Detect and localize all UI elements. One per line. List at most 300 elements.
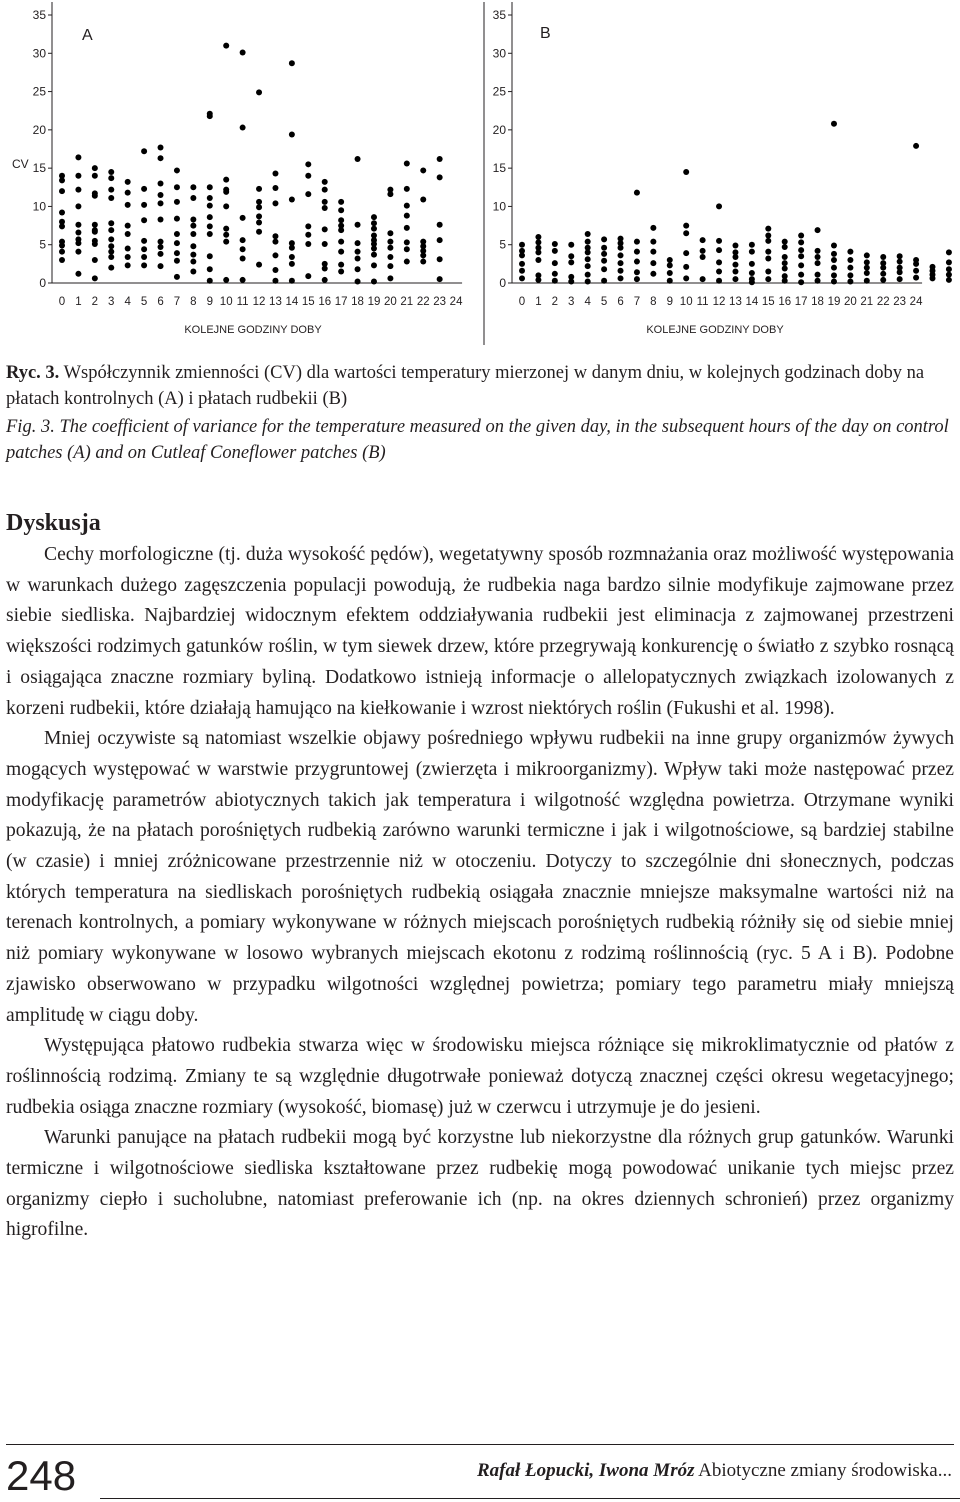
data-point [371,226,377,232]
data-point [158,180,164,186]
data-point [355,266,361,272]
data-point [92,229,98,235]
data-point [782,278,788,284]
data-point [272,252,278,258]
data-point [798,247,804,253]
data-point [272,239,278,245]
data-point [305,232,311,238]
data-point [158,192,164,198]
data-point [207,266,213,272]
data-point [568,253,574,259]
x-tick-label: 10 [219,296,233,308]
data-point [798,233,804,239]
data-point [92,193,98,199]
running-footer [477,1460,952,1482]
data-point [305,241,311,247]
data-point [847,249,853,255]
data-point [158,200,164,206]
footer-authors: Rafał Łopucki, Iwona Mróz [477,1460,695,1481]
data-point [207,253,213,259]
data-point [749,261,755,267]
data-point [716,259,722,265]
data-point [125,246,131,252]
data-point [158,155,164,161]
data-point [355,249,361,255]
data-point [174,240,180,246]
x-tick-label: 10 [679,296,693,308]
data-point [585,239,591,245]
y-tick-label: 35 [32,8,46,22]
data-point [338,249,344,255]
x-tick-label: 9 [206,296,213,308]
data-point [158,239,164,245]
footer-rule-top [6,1444,954,1445]
data-point [240,237,246,243]
x-tick-label: 11 [696,296,709,308]
data-point [634,239,640,245]
data-point [585,263,591,269]
y-tick-label: 30 [32,46,46,61]
data-point [174,184,180,190]
data-point [601,251,607,257]
data-point [240,50,246,56]
data-point [108,169,114,175]
data-point [732,276,738,282]
data-point [897,269,903,275]
data-point [256,186,262,192]
x-tick-label: 14 [745,296,759,308]
data-point [272,200,278,206]
data-point [552,278,558,284]
data-point [174,231,180,237]
data-point [190,243,196,249]
data-point [880,254,886,260]
data-point [913,275,919,281]
data-point [404,239,410,245]
data-point [535,277,541,283]
data-point [174,216,180,222]
data-point [108,249,114,255]
data-point [207,203,213,209]
data-point [256,220,262,226]
x-tick-label: 21 [400,296,414,308]
data-point [338,199,344,205]
data-point [223,43,229,49]
x-tick-label: 1 [75,296,82,308]
x-tick-label: 0 [58,296,66,308]
x-tick-label: 8 [650,296,657,308]
data-point [683,223,689,229]
x-tick-label: 18 [811,296,824,308]
data-point [371,262,377,268]
x-tick-label: 13 [269,296,282,308]
data-point [125,262,131,268]
data-point [864,270,870,276]
data-point [272,267,278,273]
data-point [289,60,295,66]
data-point [125,179,131,185]
data-point [338,269,344,275]
paragraph: Mniej oczywiste są natomiast wszelkie objawy pośredniego wpływu rudbekii na inne grupy organizmów żywych mogących występować w warstwie przygruntowej (zwierzęta i mikroorganizmy). Wpływ taki może następować przez modyfikację parametrów abiotycznych takich jak temperatura i wilgotność względna powietrza. Otrzymane wyniki pokazują, że na płatach porośniętych rudbekią zarówno warunki termiczne i jak i wilgotnościowe, są bardziej stabilne (w czasie) i mniej zróżnicowane przestrzennie niż w otoczeniu. Dotyczy to szczególnie dni słonecznych, podczas których temperatura na siedliskach porośniętych rudbekią osiągała znacznie mniejsze maksymalne wartości niż na terenach kontrolnych, a pomiary wykonywane w różnych miejscach porośniętych rudbekią różniły się od siebie mniej niż pomiary wykonywane w losowo wybranych miejscach ekotonu z rodzimą roślinnością (ryc. 5 A i B). Podobne zjawisko obserwowano w przypadku wilgotności względnej powietrza; pomiary tego parametru miały mniejszą amplitudę w ciągu doby. [6,728,954,1026]
x-tick-label: 7 [633,296,641,308]
x-tick-label: 12 [712,296,726,308]
data-point [437,156,443,162]
x-axis-title: KOLEJNE GODZINY DOBY [184,324,322,336]
data-point [880,277,886,283]
x-tick-label: 8 [190,296,197,308]
section-heading: Dyskusja [6,510,101,536]
data-point [749,279,755,285]
data-point [700,276,706,282]
data-point [141,148,147,154]
data-point [519,252,525,258]
data-point [634,190,640,196]
data-point [765,249,771,255]
data-point [108,220,114,226]
y-tick-label: 5 [39,237,46,252]
data-point [420,252,426,258]
data-point [815,254,821,260]
data-point [765,233,771,239]
x-tick-label: 15 [761,296,775,308]
data-point [355,255,361,261]
x-tick-label: 5 [140,296,148,308]
panel-letter: B [540,25,551,42]
x-tick-label: 2 [91,296,99,308]
data-point [322,205,328,211]
data-point [913,268,919,274]
data-point [387,191,393,197]
data-point [289,131,295,137]
data-point [322,199,328,205]
data-point [601,258,607,264]
data-point [437,222,443,228]
data-point [322,241,328,247]
data-point [831,257,837,263]
data-point [601,236,607,242]
data-point [75,249,81,255]
data-point [683,230,689,236]
data-point [716,247,722,253]
data-point [305,191,311,197]
data-point [75,154,81,160]
data-point [190,223,196,229]
data-point [240,246,246,252]
data-point [798,262,804,268]
data-point [141,186,147,192]
data-point [404,161,410,167]
data-point [223,232,229,238]
x-tick-label: 2 [551,296,559,308]
x-tick-label: 5 [600,296,608,308]
data-point [946,249,952,255]
data-point [749,270,755,276]
data-point [798,279,804,285]
x-tick-label: 0 [518,296,526,308]
data-point [437,276,443,282]
y-tick-label: 15 [32,161,46,176]
data-point [371,278,377,284]
data-point [158,144,164,150]
data-point [75,271,81,277]
data-point [322,277,328,283]
y-tick-label: 20 [32,122,46,137]
scatter-charts [0,0,960,350]
data-point [158,244,164,250]
data-point [387,239,393,245]
data-point [716,269,722,275]
data-point [831,251,837,257]
y-tick-label: 10 [32,199,46,214]
data-point [305,161,311,167]
figure [0,0,960,350]
data-point [831,242,837,248]
data-point [519,268,525,274]
data-point [256,213,262,219]
data-point [650,249,656,255]
data-point [765,276,771,282]
data-point [75,229,81,235]
data-point [207,214,213,220]
data-point [634,259,640,265]
data-point [946,259,952,265]
data-point [552,248,558,254]
paragraph: Warunki panujące na płatach rudbekii mogą być korzystne lub niekorzystne dla różnych grup gatunków. Warunki termiczne i wilgotnościowe siedliska kształtowane przez rudbekię mogą powodować unikanie tych miejsc przez organizmy ciepło i sucholubne, natomiast preferowanie ich (np. na okres dziennych schronień) przez organizmy higrofilne. [6,1127,954,1241]
data-point [683,169,689,175]
data-point [92,241,98,247]
data-point [716,278,722,284]
data-point [355,240,361,246]
data-point [946,266,952,272]
data-point [552,241,558,247]
data-point [92,257,98,263]
data-point [190,231,196,237]
figure-caption [6,360,952,466]
data-point [223,226,229,232]
x-axis-title: KOLEJNE GODZINY DOBY [646,324,784,336]
data-point [535,234,541,240]
data-point [864,252,870,258]
data-point [125,190,131,196]
x-tick-label: 4 [584,296,591,308]
data-point [289,254,295,260]
x-tick-label: 24 [449,296,463,308]
data-point [59,257,65,263]
data-point [387,275,393,281]
data-point [59,177,65,183]
caption-en [6,414,952,466]
x-tick-label: 19 [367,296,381,308]
data-point [141,246,147,252]
caption-pl-label: Ryc. 3. [6,363,60,383]
data-point [732,262,738,268]
paragraph: Występująca płatowo rudbekia stwarza więc w środowisku miejsca różniące się mikroklimatycznie od płatów z roślinnością rodzimą. Zmiany te są względnie długotrwałe ponieważ dotyczą znacznej części okresu wegetacyjnego; rudbekia osiąga znaczne rozmiary (wysokość, biomasę) już w czerwcu i utrzymuje je do jesieni. [6,1035,954,1118]
data-point [256,199,262,205]
data-point [207,195,213,201]
data-point [897,276,903,282]
data-point [732,242,738,248]
data-point [847,265,853,271]
data-point [700,237,706,243]
data-point [59,242,65,248]
x-tick-label: 7 [173,296,181,308]
data-point [256,204,262,210]
data-point [207,113,213,119]
data-point [716,203,722,209]
y-tick-label: 20 [492,122,506,137]
data-point [190,216,196,222]
data-point [92,173,98,179]
data-point [601,245,607,251]
x-tick-label: 23 [433,296,447,308]
data-point [815,260,821,266]
data-point [585,272,591,278]
data-point [519,242,525,248]
x-tick-label: 13 [729,296,742,308]
data-point [141,202,147,208]
data-point [272,278,278,284]
data-point [387,230,393,236]
caption-en-text: The coefficient of variance for the temperature measured on the given day, in the subsequent hours of the day on control patches (A) and on Cutleaf Coneflower patches (B) [6,417,949,463]
y-tick-label: 30 [492,46,506,61]
y-tick-label: 35 [492,8,506,22]
data-point [174,258,180,264]
data-point [683,264,689,270]
data-point [880,271,886,277]
data-point [108,265,114,271]
data-point [355,222,361,228]
data-point [585,231,591,237]
data-point [322,187,328,193]
x-tick-label: 6 [157,296,164,308]
data-point [749,242,755,248]
y-tick-label: 0 [39,276,46,290]
data-point [59,188,65,194]
data-point [355,278,361,284]
data-point [618,252,624,258]
data-point [815,248,821,254]
data-point [519,261,525,267]
x-tick-label: 17 [794,296,808,308]
x-tick-label: 20 [384,296,397,308]
data-point [223,177,229,183]
x-tick-label: 12 [252,296,266,308]
data-point [59,223,65,229]
data-point [782,260,788,266]
data-point [174,167,180,173]
data-point [207,223,213,229]
data-point [75,240,81,246]
data-point [634,269,640,275]
data-point [683,275,689,281]
data-point [190,259,196,265]
data-point [141,217,147,223]
data-point [930,275,936,281]
data-point [568,242,574,248]
data-point [240,255,246,261]
data-point [289,278,295,284]
data-point [404,225,410,231]
footer-rule-bottom [100,1498,960,1499]
data-point [272,171,278,177]
data-point [667,262,673,268]
data-point [864,265,870,271]
data-point [864,278,870,284]
data-point [207,231,213,237]
data-point [59,249,65,255]
panel-letter: A [82,27,93,44]
data-point [618,268,624,274]
data-point [141,238,147,244]
data-point [732,269,738,275]
data-point [256,89,262,95]
data-point [634,249,640,255]
data-point [240,215,246,221]
data-point [338,217,344,223]
x-tick-label: 14 [285,296,299,308]
data-point [568,259,574,265]
data-point [831,265,837,271]
data-point [125,254,131,260]
data-point [634,276,640,282]
data-point [141,254,147,260]
x-tick-label: 21 [860,296,874,308]
x-tick-label: 17 [334,296,348,308]
data-point [716,238,722,244]
x-tick-label: 24 [909,296,923,308]
data-point [387,245,393,251]
x-tick-label: 11 [236,296,249,308]
data-point [782,254,788,260]
x-tick-label: 1 [535,296,542,308]
data-point [338,207,344,213]
y-axis-label: CV [12,157,29,171]
data-point [174,199,180,205]
data-point [880,265,886,271]
x-tick-label: 23 [893,296,907,308]
data-point [650,239,656,245]
data-point [404,186,410,192]
data-point [913,261,919,267]
data-point [223,203,229,209]
data-point [815,227,821,233]
data-point [404,213,410,219]
data-point [700,248,706,254]
data-point [782,244,788,250]
data-point [371,220,377,226]
data-point [420,197,426,203]
paragraph: Cechy morfologiczne (tj. duża wysokość pędów), wegetatywny sposób rozmnażania oraz możliwość występowania w warunkach dużego zagęszczenia populacji powodują, że rudbekia naga bardzo silnie modyfikuje zajmowane przez siebie siedliska. Najbardziej widocznym efektem oddziaływania rudbekii jest eliminacja z zajmowanej przestrzeni większości rodzimych gatunków roślin, w tym siewek drzew, które przegrywają konkurencję o światło z szybko rosnącą i osiągająca znaczne rozmiary byliną. Dodatkowo istnieją informacje o allelopatycznych związkach izolowanych z korzeni rudbekii, które działają hamująco na kiełkowanie i wzrost niektórych roślin (Fukushi et al. 1998). [6,544,954,719]
y-tick-label: 25 [492,84,506,99]
data-point [765,226,771,232]
data-point [831,278,837,284]
x-tick-label: 15 [301,296,315,308]
data-point [798,239,804,245]
data-point [913,143,919,149]
data-point [371,246,377,252]
data-point [108,195,114,201]
y-tick-label: 10 [492,199,506,214]
data-point [437,174,443,180]
data-point [240,125,246,131]
data-point [650,260,656,266]
data-point [108,236,114,242]
data-point [519,275,525,281]
data-point [585,256,591,262]
data-point [190,269,196,275]
data-point [765,238,771,244]
data-point [125,202,131,208]
